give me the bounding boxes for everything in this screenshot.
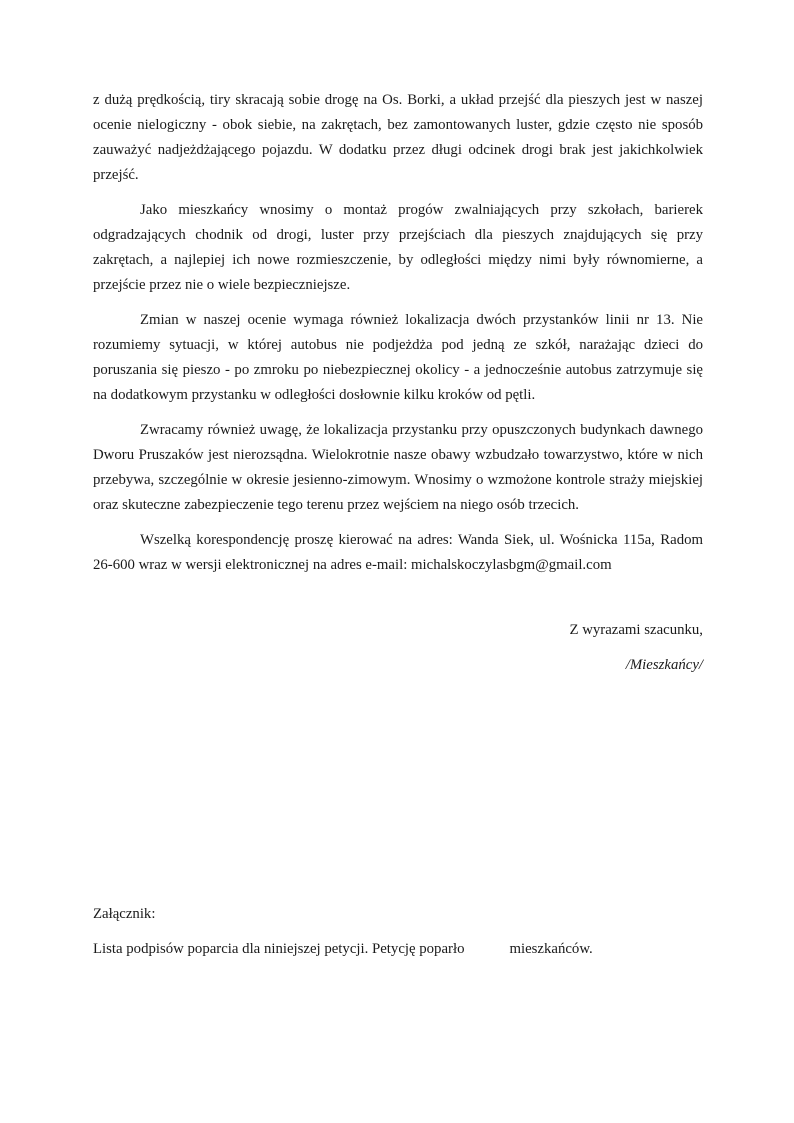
paragraph-speed-bumps-request: Jako mieszkańcy wnosimy o montaż progów zwalniających przy szkołach, barierek odgradzających chodnik od drogi, luster przy przejściach dla pieszych znajdujących się przy zakrętach, a najlepiej ich nowe rozmieszczenie, by odległości między nimi były równomierne, a przejście przez nie o wiele bezpieczniejsze. (93, 202, 703, 293)
attachment-label: Załącznik: (93, 906, 156, 922)
closing-block (93, 618, 703, 678)
attachment-line-text-after: mieszkańców. (509, 941, 593, 957)
paragraph-road-safety-continuation: z dużą prędkością, tiry skracają sobie drogę na Os. Borki, a układ przejść dla pieszych jest w naszej ocenie nielogiczny - obok siebie, na zakrętach, bez zamontowanych luster, gdzie często nie sposób zauważyć nadjeżdżającego pojazdu. W dodatku przez długi odcinek drogi brak jest jakichkolwiek przejść. (93, 92, 703, 183)
attachment-line-text-before: Lista podpisów poparcia dla niniejszej petycji. Petycję poparło (93, 941, 465, 957)
paragraph-abandoned-buildings: Zwracamy również uwagę, że lokalizacja przystanku przy opuszczonych budynkach dawnego Dworu Pruszaków jest nierozsądna. Wielokrotnie nasze obawy wzbudzało towarzystwo, które w nich przebywa, szczególnie w okresie jesienno-zimowym. Wnosimy o wzmożone kontrole straży miejskiej oraz skuteczne zabezpieczenie tego terenu przez wejściem na niego osób trzecich. (93, 422, 703, 513)
paragraph-bus-stops-line-13: Zmian w naszej ocenie wymaga również lokalizacja dwóch przystanków linii nr 13. Nie rozumiemy sytuacji, w której autobus nie podjeżdża pod jedną ze szkół, narażając dzieci do poruszania się pieszo - po zmroku po niebezpiecznej okolicy - a jednocześnie autobus zatrzymuje się na dodatkowym przystanku w odległości dosłownie kilku kroków od pętli. (93, 312, 703, 403)
attachment-line (93, 937, 703, 962)
paragraph-correspondence-address: Wszelką korespondencję proszę kierować na adres: Wanda Siek, ul. Wośnicka 115a, Radom 26-600 wraz w wersji elektronicznej na adres e-mail: michalskoczylasbgm@gmail.com (93, 532, 703, 573)
closing-salutation: Z wyrazami szacunku, (569, 622, 703, 638)
closing-signature: /Mieszkańcy/ (625, 657, 703, 673)
